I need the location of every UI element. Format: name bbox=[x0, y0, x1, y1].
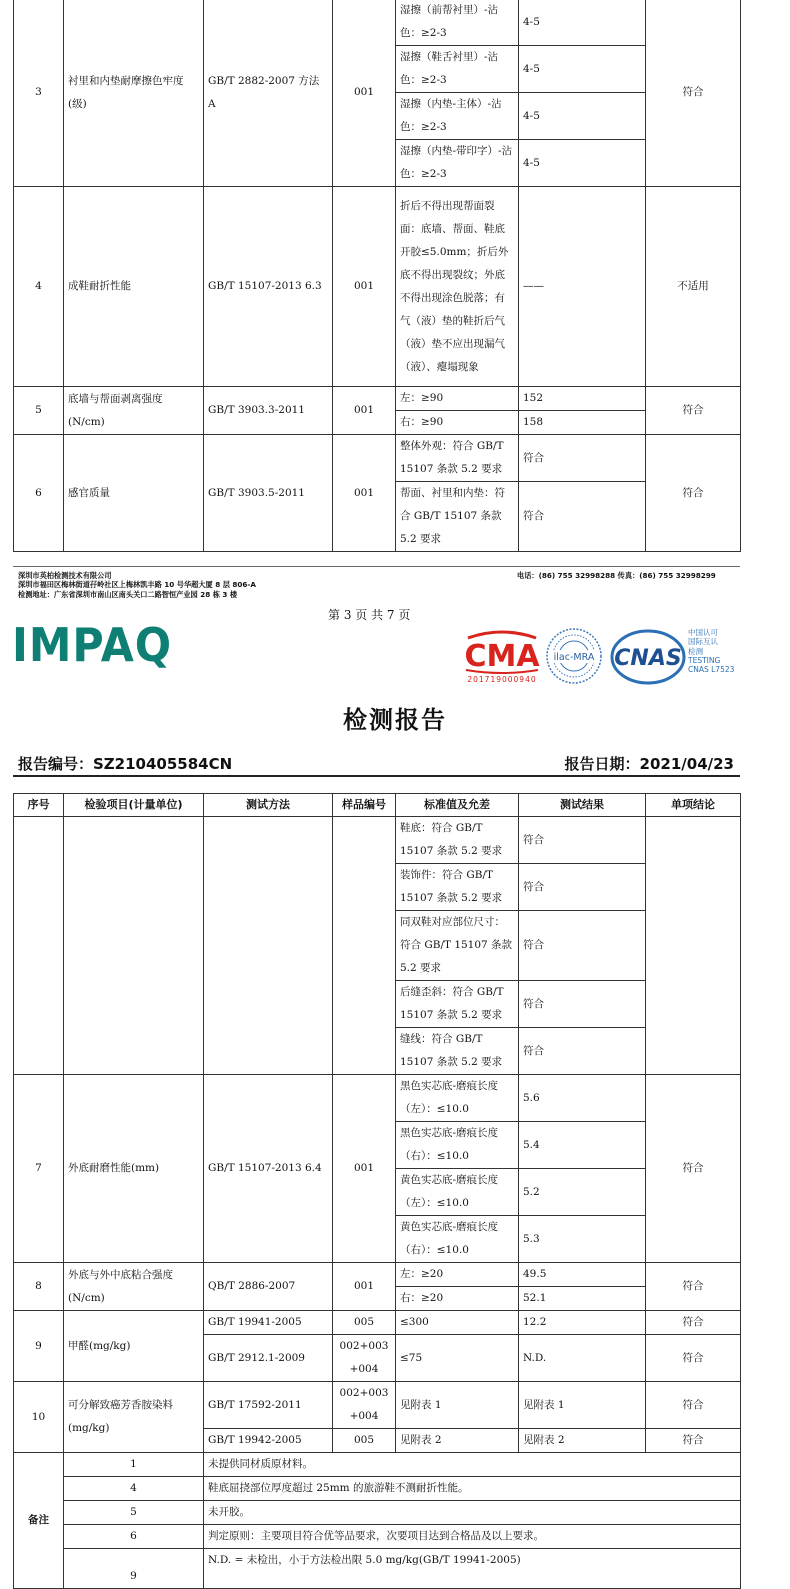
remark-text: 判定原则：主要项目符合优等品要求，次要项目达到合格品及以上要求。 bbox=[204, 1525, 741, 1549]
test-result: 符合 bbox=[519, 1028, 646, 1075]
standard-value: 黑色实芯底-磨痕长度（左）：≤10.0 bbox=[396, 1075, 519, 1122]
table-row bbox=[14, 0, 741, 46]
test-result: 4-5 bbox=[519, 93, 646, 140]
remark-text: 未提供同材质原材料。 bbox=[204, 1453, 741, 1477]
test-result: 符合 bbox=[519, 435, 646, 482]
remarks-label: 备注 bbox=[14, 1453, 64, 1589]
table-row bbox=[14, 817, 741, 864]
footer-address-block bbox=[18, 571, 256, 599]
test-result: 符合 bbox=[519, 981, 646, 1028]
test-result: 158 bbox=[519, 411, 646, 435]
standard-value: ≤300 bbox=[396, 1311, 519, 1335]
remark-row bbox=[14, 1477, 741, 1501]
test-item bbox=[64, 817, 204, 1075]
test-result: 49.5 bbox=[519, 1263, 646, 1287]
test-result: 5.4 bbox=[519, 1122, 646, 1169]
test-result: —— bbox=[519, 187, 646, 387]
row-number: 6 bbox=[14, 435, 64, 552]
standard-value: 左：≥90 bbox=[396, 387, 519, 411]
row-number: 10 bbox=[14, 1382, 64, 1453]
remark-row bbox=[14, 1549, 741, 1589]
test-result: 52.1 bbox=[519, 1287, 646, 1311]
column-header: 测试方法 bbox=[204, 794, 333, 817]
remark-row bbox=[14, 1453, 741, 1477]
row-number: 7 bbox=[14, 1075, 64, 1263]
table-row bbox=[14, 187, 741, 387]
verdict: 符合 bbox=[646, 1429, 741, 1453]
sample-id: 001 bbox=[333, 435, 396, 552]
verdict: 符合 bbox=[646, 1263, 741, 1311]
remark-number: 6 bbox=[64, 1525, 204, 1549]
table-row bbox=[14, 1311, 741, 1335]
table-row bbox=[14, 1075, 741, 1122]
standard-value: 鞋底：符合 GB/T 15107 条款 5.2 要求 bbox=[396, 817, 519, 864]
cnas-text-line: 检测 bbox=[688, 646, 703, 656]
standard-value: 湿擦（鞋舌衬里）-沾色：≥2-3 bbox=[396, 46, 519, 93]
test-method: GB/T 3903.5-2011 bbox=[204, 435, 333, 552]
cnas-text-line: 国际互认 bbox=[688, 637, 718, 647]
test-item: 甲醛(mg/kg) bbox=[64, 1311, 204, 1382]
test-method: GB/T 2882-2007 方法 A bbox=[204, 0, 333, 187]
verdict: 不适用 bbox=[646, 187, 741, 387]
verdict: 符合 bbox=[646, 1335, 741, 1382]
test-method: GB/T 15107-2013 6.4 bbox=[204, 1075, 333, 1263]
lab-address: 检测地址：广东省深圳市南山区南头关口二路智恒产业园 28 栋 3 楼 bbox=[18, 589, 238, 599]
test-result: 见附表 2 bbox=[519, 1429, 646, 1453]
top-results-table bbox=[13, 0, 741, 552]
table-row bbox=[14, 435, 741, 482]
test-method: GB/T 19942-2005 bbox=[204, 1429, 333, 1453]
sample-id: 002+003+004 bbox=[333, 1382, 396, 1429]
cma-logo bbox=[462, 630, 542, 684]
standard-value: 右：≥20 bbox=[396, 1287, 519, 1311]
main-results-table bbox=[13, 793, 741, 1589]
test-item: 外底耐磨性能(mm) bbox=[64, 1075, 204, 1263]
test-method bbox=[204, 817, 333, 1075]
column-header: 测试结果 bbox=[519, 794, 646, 817]
test-item: 成鞋耐折性能 bbox=[64, 187, 204, 387]
standard-value: 后缝歪斜：符合 GB/T 15107 条款 5.2 要求 bbox=[396, 981, 519, 1028]
test-result: 4-5 bbox=[519, 46, 646, 93]
company-address: 深圳市福田区梅林街道孖岭社区上梅林凯丰路 10 号华超大厦 8 层 806-A bbox=[18, 580, 256, 590]
row-number bbox=[14, 817, 64, 1075]
test-item: 感官质量 bbox=[64, 435, 204, 552]
cnas-accreditation-text bbox=[688, 628, 734, 674]
standard-value: 见附表 2 bbox=[396, 1429, 519, 1453]
test-result: 4-5 bbox=[519, 140, 646, 187]
column-header: 序号 bbox=[14, 794, 64, 817]
column-header: 检验项目(计量单位) bbox=[64, 794, 204, 817]
test-method: QB/T 2886-2007 bbox=[204, 1263, 333, 1311]
contact-info: 电话：(86) 755 32998288 传真：(86) 755 32998299 bbox=[517, 571, 716, 580]
test-item: 底墙与帮面剥离强度(N/cm) bbox=[64, 387, 204, 435]
page-number: 第 3 页 共 7 页 bbox=[328, 608, 411, 622]
standard-value: ≤75 bbox=[396, 1335, 519, 1382]
cnas-logo bbox=[610, 628, 686, 686]
report-number: 报告编号：SZ210405584CN bbox=[18, 755, 233, 773]
column-header: 单项结论 bbox=[646, 794, 741, 817]
test-result: 5.2 bbox=[519, 1169, 646, 1216]
test-result: 符合 bbox=[519, 864, 646, 911]
verdict: 符合 bbox=[646, 387, 741, 435]
sample-id: 001 bbox=[333, 1075, 396, 1263]
test-item: 可分解致癌芳香胺染料(mg/kg) bbox=[64, 1382, 204, 1453]
test-result: 符合 bbox=[519, 482, 646, 552]
test-item: 外底与外中底粘合强度(N/cm) bbox=[64, 1263, 204, 1311]
test-result: 4-5 bbox=[519, 0, 646, 46]
test-result: 符合 bbox=[519, 911, 646, 981]
company-name: 深圳市英柏检测技术有限公司 bbox=[18, 571, 112, 580]
remark-number: 9 bbox=[64, 1549, 204, 1589]
footer-divider bbox=[13, 566, 740, 567]
table-row bbox=[14, 1263, 741, 1287]
header-divider bbox=[13, 775, 740, 777]
test-result: 12.2 bbox=[519, 1311, 646, 1335]
sample-id: 001 bbox=[333, 387, 396, 435]
svg-text:CMA: CMA bbox=[464, 639, 540, 674]
standard-value: 湿擦（前帮衬里）-沾色：≥2-3 bbox=[396, 0, 519, 46]
verdict: 符合 bbox=[646, 435, 741, 552]
standard-value: 黑色实芯底-磨痕长度（右）：≤10.0 bbox=[396, 1122, 519, 1169]
sample-id: 001 bbox=[333, 1263, 396, 1311]
impaq-logo: IMPAQ bbox=[12, 618, 173, 672]
table-header-row bbox=[14, 794, 741, 817]
test-item: 衬里和内垫耐摩擦色牢度(级) bbox=[64, 0, 204, 187]
sample-id: 001 bbox=[333, 0, 396, 187]
svg-text:ilac-MRA: ilac-MRA bbox=[553, 652, 595, 663]
sample-id: 005 bbox=[333, 1311, 396, 1335]
row-number: 9 bbox=[14, 1311, 64, 1382]
ilac-mra-logo bbox=[545, 626, 603, 686]
standard-value: 左：≥20 bbox=[396, 1263, 519, 1287]
remark-number: 1 bbox=[64, 1453, 204, 1477]
report-date: 报告日期：2021/04/23 bbox=[564, 755, 734, 773]
test-method: GB/T 19941-2005 bbox=[204, 1311, 333, 1335]
standard-value: 湿擦（内垫-主体）-沾色：≥2-3 bbox=[396, 93, 519, 140]
standard-value: 右：≥90 bbox=[396, 411, 519, 435]
cnas-text-line: CNAS L7523 bbox=[688, 665, 735, 675]
standard-value: 帮面、衬里和内垫：符合 GB/T 15107 条款 5.2 要求 bbox=[396, 482, 519, 552]
standard-value: 黄色实芯底-磨痕长度（左）：≤10.0 bbox=[396, 1169, 519, 1216]
row-number: 8 bbox=[14, 1263, 64, 1311]
standard-value: 见附表 1 bbox=[396, 1382, 519, 1429]
svg-text:CNAS: CNAS bbox=[614, 646, 682, 671]
row-number: 4 bbox=[14, 187, 64, 387]
test-result: 5.6 bbox=[519, 1075, 646, 1122]
sample-id: 005 bbox=[333, 1429, 396, 1453]
test-method: GB/T 15107-2013 6.3 bbox=[204, 187, 333, 387]
column-header: 标准值及允差 bbox=[396, 794, 519, 817]
standard-value: 缝线：符合 GB/T 15107 条款 5.2 要求 bbox=[396, 1028, 519, 1075]
cnas-text-line: TESTING bbox=[688, 655, 721, 665]
test-result: 见附表 1 bbox=[519, 1382, 646, 1429]
table-row bbox=[14, 387, 741, 411]
test-method: GB/T 3903.3-2011 bbox=[204, 387, 333, 435]
verdict: 符合 bbox=[646, 1311, 741, 1335]
standard-value: 折后不得出现帮面裂面：底墙、帮面、鞋底开胶≤5.0mm；折后外底不得出现裂纹；外底不得出现涂色脱落；有气（液）垫的鞋折后气（液）垫不应出现漏气（液）、瘪塌现象 bbox=[396, 187, 519, 387]
verdict bbox=[646, 817, 741, 1075]
test-result: 5.3 bbox=[519, 1216, 646, 1263]
verdict: 符合 bbox=[646, 1075, 741, 1263]
remark-number: 5 bbox=[64, 1501, 204, 1525]
sample-id: 002+003+004 bbox=[333, 1335, 396, 1382]
remark-text: N.D. = 未检出，小于方法检出限 5.0 mg/kg(GB/T 19941-2005) bbox=[204, 1549, 741, 1589]
standard-value: 湿擦（内垫-带印字）-沾色：≥2-3 bbox=[396, 140, 519, 187]
row-number: 3 bbox=[14, 0, 64, 187]
sample-id: 001 bbox=[333, 187, 396, 387]
test-method: GB/T 2912.1-2009 bbox=[204, 1335, 333, 1382]
remark-text: 未开胶。 bbox=[204, 1501, 741, 1525]
standard-value: 同双鞋对应部位尺寸：符合 GB/T 15107 条款 5.2 要求 bbox=[396, 911, 519, 981]
sample-id bbox=[333, 817, 396, 1075]
test-result: 符合 bbox=[519, 817, 646, 864]
test-result: 152 bbox=[519, 387, 646, 411]
test-result: N.D. bbox=[519, 1335, 646, 1382]
standard-value: 整体外观：符合 GB/T 15107 条款 5.2 要求 bbox=[396, 435, 519, 482]
table-row bbox=[14, 1382, 741, 1429]
standard-value: 黄色实芯底-磨痕长度（右）：≤10.0 bbox=[396, 1216, 519, 1263]
column-header: 样品编号 bbox=[333, 794, 396, 817]
standard-value: 装饰件：符合 GB/T 15107 条款 5.2 要求 bbox=[396, 864, 519, 911]
verdict: 符合 bbox=[646, 0, 741, 187]
remark-number: 4 bbox=[64, 1477, 204, 1501]
row-number: 5 bbox=[14, 387, 64, 435]
remark-row bbox=[14, 1525, 741, 1549]
cnas-text-line: 中国认可 bbox=[688, 628, 718, 637]
page-title: 检测报告 bbox=[343, 706, 447, 734]
verdict: 符合 bbox=[646, 1382, 741, 1429]
svg-text:201719000940: 201719000940 bbox=[467, 675, 537, 684]
remark-text: 鞋底屈挠部位厚度超过 25mm 的旅游鞋不测耐折性能。 bbox=[204, 1477, 741, 1501]
remark-row bbox=[14, 1501, 741, 1525]
test-method: GB/T 17592-2011 bbox=[204, 1382, 333, 1429]
